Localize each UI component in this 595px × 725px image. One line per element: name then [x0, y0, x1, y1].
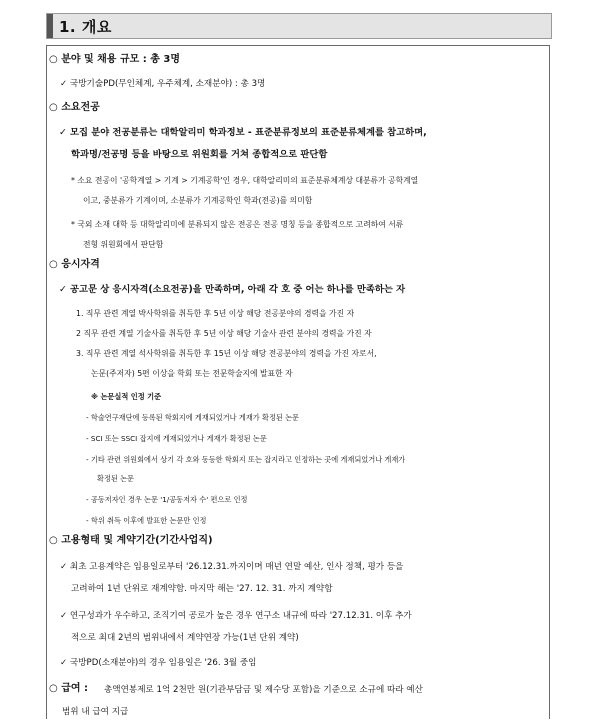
- criteria-item-5: - 학위 취득 이후에 발표한 논문만 인정: [86, 516, 207, 525]
- criteria-item-2: - SCI 또는 SSCI 잡지에 게재되었거나 게재가 확정된 논문: [86, 434, 267, 443]
- s2-note2-line2: 전형 위원회에서 판단함: [83, 240, 164, 249]
- s4-item1-line2: 고려하여 1년 단위로 재계약함. 마지막 해는 '27. 12. 31. 까지 계약함: [71, 584, 333, 594]
- section-header: [46, 13, 552, 39]
- criteria-item-1: - 학술연구재단에 등록된 학회지에 게재되었거나 게재가 확정된 논문: [86, 413, 299, 422]
- s3-item: ✓ 공고문 상 응시자격(소요전공)을 만족하며, 아래 각 호 중 어는 하나를 만족하는 자: [59, 284, 406, 295]
- s3-heading: ○ 응시자격: [49, 259, 100, 270]
- section-title: 1. 개요: [59, 18, 112, 36]
- s5-text-line1: 총액연봉제로 1억 2천만 원(기관부담금 및 제수당 포함)을 기준으로 소규에 따라 예산: [104, 685, 423, 695]
- header-accent-bar: [47, 14, 53, 38]
- s2-note1-line2: 이고, 중분류가 기계이며, 소분류가 기계공학인 학과(전공)를 의미함: [83, 196, 313, 205]
- criteria-title: ※ 논문실적 인정 기준: [91, 392, 162, 401]
- s4-heading: ○ 고용형태 및 계약기간(기간사업직): [49, 535, 213, 546]
- s2-item-line2: 학과명/전공명 등을 바탕으로 위원회를 거쳐 종합적으로 판단함: [71, 149, 328, 160]
- criteria-item-3-line1: - 기타 관련 위원회에서 상기 각 호와 동등한 학회지 또는 잡지라고 인정하는 곳에 게재되었거나 게재가: [86, 455, 406, 464]
- criteria-item-3-line2: 확정된 논문: [97, 474, 135, 483]
- s5-heading: ○ 급여 :: [49, 683, 89, 694]
- s5-text-line2: 범위 내 급여 지급: [62, 707, 129, 717]
- s3-number-3-line2: 논문(주저자) 5편 이상을 학회 또는 전문학술지에 발표한 자: [91, 369, 293, 378]
- s2-item-line1: ✓ 모집 분야 전공분류는 대학알리미 학과정보 - 표준분류정보의 표준분류체계를 참고하며,: [59, 127, 427, 138]
- s2-note2-line1: * 국외 소재 대학 등 대학알리미에 분류되지 않은 전공은 전공 명칭 등을 종합적으로 고려하여 서류: [71, 220, 404, 229]
- s2-heading: ○ 소요전공: [49, 102, 100, 113]
- s2-note1-line1: * 소요 전공이 '공학계열 > 기계 > 기계공학'인 경우, 대학알리미의 표준분류체계상 대분류가 공학계열: [71, 176, 419, 185]
- s1-heading: ○ 분야 및 채용 규모 : 총 3명: [49, 54, 180, 65]
- s4-item2-line1: ✓ 연구성과가 우수하고, 조직기여 공로가 높은 경우 연구소 내규에 따라 '27.12.31. 이후 추가: [60, 611, 412, 621]
- s4-item3: ✓ 국방PD(소재분야)의 경우 임용일은 '26. 3월 중임: [60, 658, 257, 668]
- s4-item1-line1: ✓ 최초 고용계약은 임용일로부터 '26.12.31.까지이며 매년 연말 예산, 인사 정책, 평가 등을: [60, 562, 404, 572]
- s4-item2-line2: 적으로 최대 2년의 범위내에서 계약연장 가능(1년 단위 계약): [71, 633, 299, 643]
- s3-number-3-line1: 3. 직무 관련 계열 석사학위를 취득한 후 15년 이상 해당 전공분야의 경력을 가진 자로서,: [76, 349, 377, 358]
- s3-number-1: 1. 직무 관련 계열 박사학위를 취득한 후 5년 이상 해당 전공분야의 경력을 가진 자: [76, 309, 355, 318]
- s3-number-2: 2 직무 관련 계열 기술사를 취득한 후 5년 이상 해당 기술사 관련 분야의 경력을 가진 자: [76, 329, 372, 338]
- criteria-item-4: - 공동저자인 경우 논문 '1/공동저자 수' 편으로 인정: [86, 495, 248, 504]
- s1-item: ✓ 국방기술PD(무인체계, 우주체계, 소재분야) : 총 3명: [60, 79, 266, 89]
